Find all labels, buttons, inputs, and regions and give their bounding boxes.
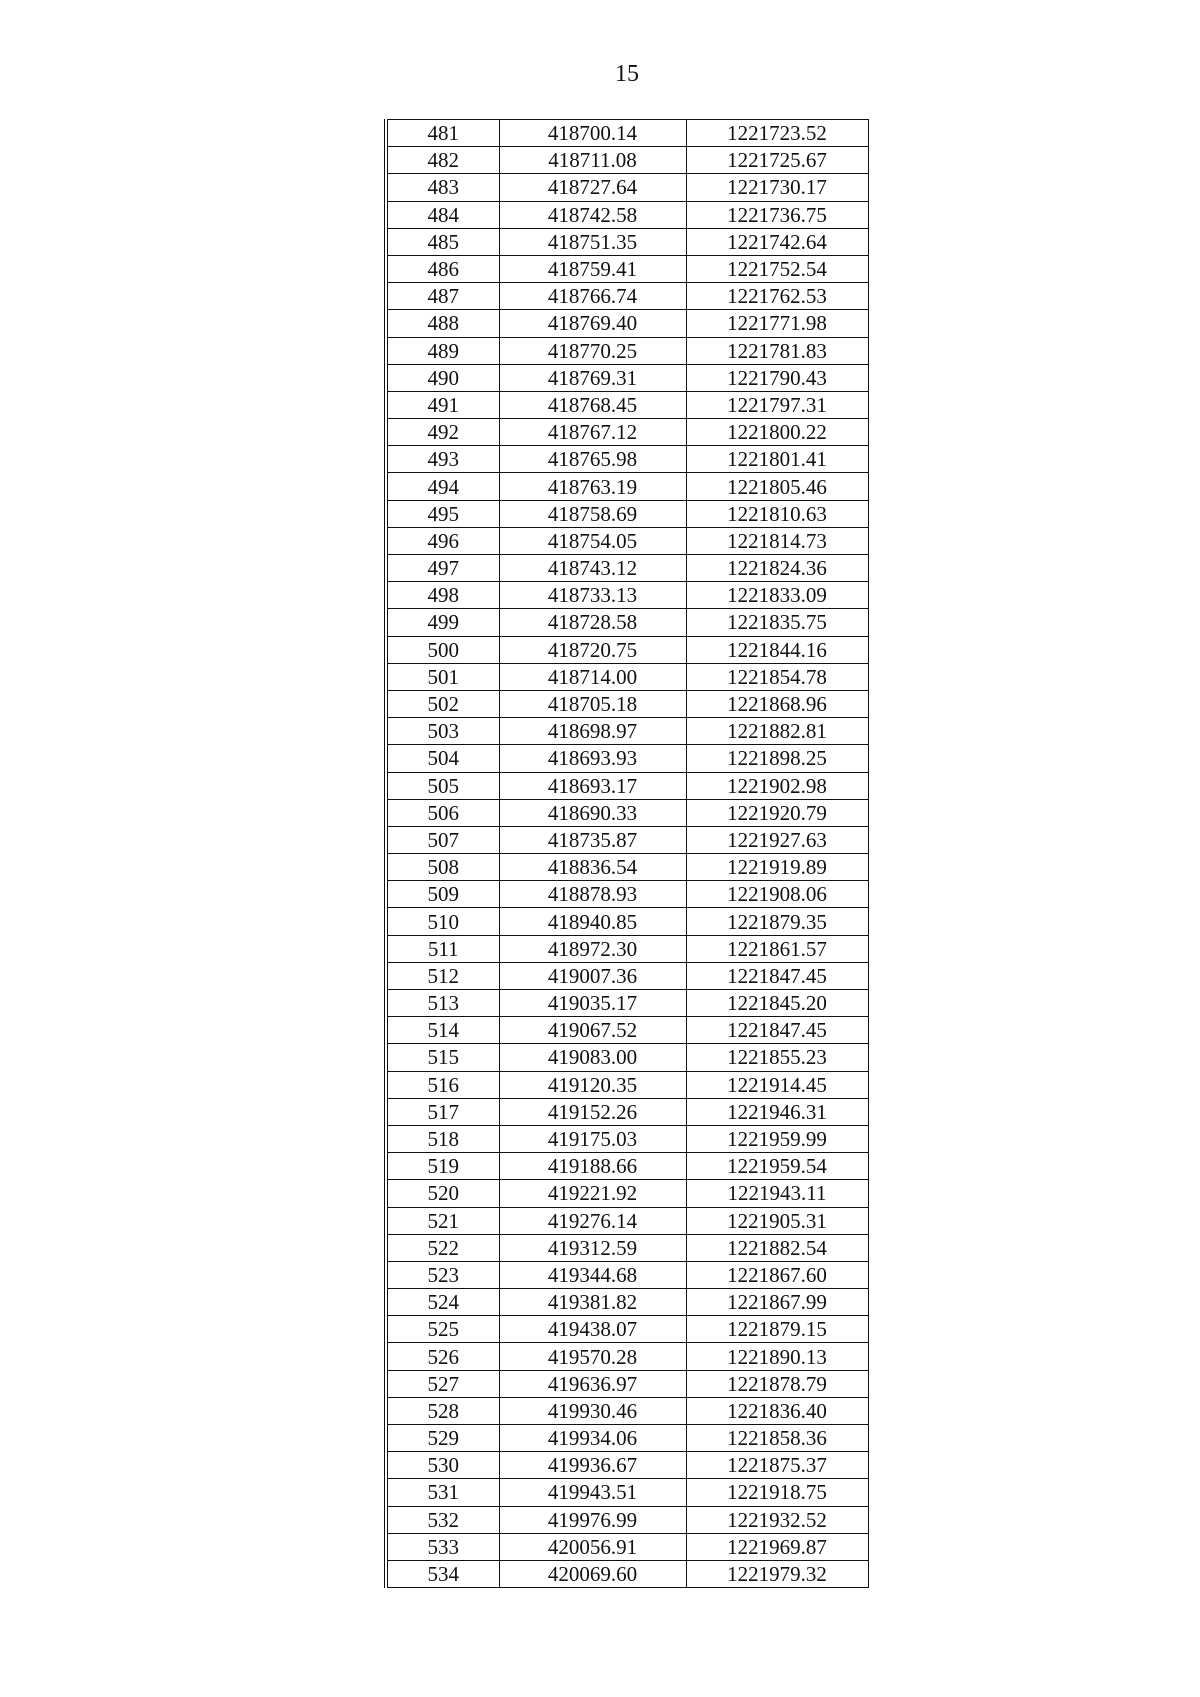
x-coordinate-cell: 419276.14 bbox=[499, 1207, 686, 1234]
point-number-cell: 486 bbox=[386, 255, 499, 282]
x-coordinate-cell: 418878.93 bbox=[499, 881, 686, 908]
table-row bbox=[386, 446, 868, 473]
y-coordinate-cell: 1221918.75 bbox=[686, 1479, 868, 1506]
y-coordinate-cell: 1221810.63 bbox=[686, 500, 868, 527]
point-number-cell: 519 bbox=[386, 1153, 499, 1180]
table-row bbox=[386, 1506, 868, 1533]
table-row bbox=[386, 419, 868, 446]
table-row bbox=[386, 473, 868, 500]
table-row bbox=[386, 147, 868, 174]
x-coordinate-cell: 418700.14 bbox=[499, 120, 686, 147]
x-coordinate-cell: 418693.17 bbox=[499, 772, 686, 799]
table-row bbox=[386, 364, 868, 391]
y-coordinate-cell: 1221882.81 bbox=[686, 718, 868, 745]
y-coordinate-cell: 1221781.83 bbox=[686, 337, 868, 364]
x-coordinate-cell: 418751.35 bbox=[499, 228, 686, 255]
table-row bbox=[386, 1452, 868, 1479]
point-number-cell: 501 bbox=[386, 663, 499, 690]
point-number-cell: 529 bbox=[386, 1425, 499, 1452]
point-number-cell: 522 bbox=[386, 1234, 499, 1261]
table-row bbox=[386, 1261, 868, 1288]
y-coordinate-cell: 1221861.57 bbox=[686, 935, 868, 962]
x-coordinate-cell: 418714.00 bbox=[499, 663, 686, 690]
y-coordinate-cell: 1221801.41 bbox=[686, 446, 868, 473]
point-number-cell: 512 bbox=[386, 962, 499, 989]
y-coordinate-cell: 1221867.99 bbox=[686, 1289, 868, 1316]
x-coordinate-cell: 418769.40 bbox=[499, 310, 686, 337]
x-coordinate-cell: 418693.93 bbox=[499, 745, 686, 772]
y-coordinate-cell: 1221868.96 bbox=[686, 690, 868, 717]
x-coordinate-cell: 418759.41 bbox=[499, 255, 686, 282]
point-number-cell: 494 bbox=[386, 473, 499, 500]
y-coordinate-cell: 1221878.79 bbox=[686, 1370, 868, 1397]
point-number-cell: 489 bbox=[386, 337, 499, 364]
y-coordinate-cell: 1221762.53 bbox=[686, 283, 868, 310]
point-number-cell: 523 bbox=[386, 1261, 499, 1288]
table-row bbox=[386, 255, 868, 282]
table-row bbox=[386, 1071, 868, 1098]
point-number-cell: 488 bbox=[386, 310, 499, 337]
x-coordinate-cell: 418836.54 bbox=[499, 854, 686, 881]
x-coordinate-cell: 419943.51 bbox=[499, 1479, 686, 1506]
point-number-cell: 504 bbox=[386, 745, 499, 772]
point-number-cell: 515 bbox=[386, 1044, 499, 1071]
point-number-cell: 505 bbox=[386, 772, 499, 799]
point-number-cell: 490 bbox=[386, 364, 499, 391]
table-row bbox=[386, 799, 868, 826]
point-number-cell: 502 bbox=[386, 690, 499, 717]
point-number-cell: 495 bbox=[386, 500, 499, 527]
y-coordinate-cell: 1221879.35 bbox=[686, 908, 868, 935]
y-coordinate-cell: 1221855.23 bbox=[686, 1044, 868, 1071]
point-number-cell: 492 bbox=[386, 419, 499, 446]
y-coordinate-cell: 1221932.52 bbox=[686, 1506, 868, 1533]
y-coordinate-cell: 1221898.25 bbox=[686, 745, 868, 772]
y-coordinate-cell: 1221797.31 bbox=[686, 391, 868, 418]
point-number-cell: 520 bbox=[386, 1180, 499, 1207]
table-row bbox=[386, 690, 868, 717]
x-coordinate-cell: 419120.35 bbox=[499, 1071, 686, 1098]
y-coordinate-cell: 1221959.99 bbox=[686, 1125, 868, 1152]
table-row bbox=[386, 1098, 868, 1125]
table-row bbox=[386, 1316, 868, 1343]
y-coordinate-cell: 1221847.45 bbox=[686, 962, 868, 989]
table-row bbox=[386, 337, 868, 364]
x-coordinate-cell: 418742.58 bbox=[499, 201, 686, 228]
x-coordinate-cell: 418733.13 bbox=[499, 582, 686, 609]
table-row bbox=[386, 1044, 868, 1071]
table-row bbox=[386, 962, 868, 989]
x-coordinate-cell: 419067.52 bbox=[499, 1017, 686, 1044]
table-row bbox=[386, 1207, 868, 1234]
y-coordinate-cell: 1221752.54 bbox=[686, 255, 868, 282]
y-coordinate-cell: 1221959.54 bbox=[686, 1153, 868, 1180]
y-coordinate-cell: 1221736.75 bbox=[686, 201, 868, 228]
y-coordinate-cell: 1221835.75 bbox=[686, 609, 868, 636]
x-coordinate-cell: 418735.87 bbox=[499, 826, 686, 853]
x-coordinate-cell: 419152.26 bbox=[499, 1098, 686, 1125]
x-coordinate-cell: 418758.69 bbox=[499, 500, 686, 527]
y-coordinate-cell: 1221908.06 bbox=[686, 881, 868, 908]
y-coordinate-cell: 1221833.09 bbox=[686, 582, 868, 609]
table-row bbox=[386, 391, 868, 418]
point-number-cell: 498 bbox=[386, 582, 499, 609]
point-number-cell: 533 bbox=[386, 1533, 499, 1560]
table-row bbox=[386, 1153, 868, 1180]
point-number-cell: 500 bbox=[386, 636, 499, 663]
y-coordinate-cell: 1221979.32 bbox=[727, 1562, 827, 1587]
y-coordinate-cell: 1221723.52 bbox=[686, 120, 868, 147]
table-row bbox=[386, 500, 868, 527]
x-coordinate-cell: 419188.66 bbox=[499, 1153, 686, 1180]
x-coordinate-cell: 418711.08 bbox=[499, 147, 686, 174]
point-number-cell: 511 bbox=[386, 935, 499, 962]
x-coordinate-cell: 418728.58 bbox=[499, 609, 686, 636]
point-number-cell: 527 bbox=[386, 1370, 499, 1397]
point-number-cell: 516 bbox=[386, 1071, 499, 1098]
y-coordinate-cell: 1221914.45 bbox=[686, 1071, 868, 1098]
x-coordinate-cell: 418770.25 bbox=[499, 337, 686, 364]
point-number-cell: 528 bbox=[386, 1397, 499, 1424]
table-row bbox=[386, 990, 868, 1017]
x-coordinate-cell: 418767.12 bbox=[499, 419, 686, 446]
table-row bbox=[386, 555, 868, 582]
table-row bbox=[386, 1180, 868, 1207]
x-coordinate-cell: 418698.97 bbox=[499, 718, 686, 745]
coordinates-table-body bbox=[386, 120, 868, 1588]
point-number-cell: 514 bbox=[386, 1017, 499, 1044]
x-coordinate-cell: 419438.07 bbox=[499, 1316, 686, 1343]
table-row bbox=[386, 1425, 868, 1452]
x-coordinate-cell: 418720.75 bbox=[499, 636, 686, 663]
table-row bbox=[386, 174, 868, 201]
y-coordinate-cell: 1221927.63 bbox=[686, 826, 868, 853]
y-coordinate-cell: 1221943.11 bbox=[686, 1180, 868, 1207]
x-coordinate-cell: 418754.05 bbox=[499, 527, 686, 554]
point-number-cell: 526 bbox=[386, 1343, 499, 1370]
y-coordinate-cell: 1221867.60 bbox=[686, 1261, 868, 1288]
x-coordinate-cell: 418940.85 bbox=[499, 908, 686, 935]
point-number-cell: 510 bbox=[386, 908, 499, 935]
table-row bbox=[386, 1343, 868, 1370]
point-number-cell: 532 bbox=[386, 1506, 499, 1533]
point-number-cell: 487 bbox=[386, 283, 499, 310]
point-number-cell: 493 bbox=[386, 446, 499, 473]
y-coordinate-cell: 1221845.20 bbox=[686, 990, 868, 1017]
x-coordinate-cell: 420056.91 bbox=[499, 1533, 686, 1560]
point-number-cell: 508 bbox=[386, 854, 499, 881]
table-row bbox=[386, 881, 868, 908]
table-row bbox=[386, 201, 868, 228]
table-row bbox=[386, 1397, 868, 1424]
table-row bbox=[386, 1479, 868, 1506]
table-row bbox=[386, 718, 868, 745]
table-row bbox=[386, 935, 868, 962]
y-coordinate-cell: 1221836.40 bbox=[686, 1397, 868, 1424]
table-row bbox=[386, 908, 868, 935]
y-coordinate-cell: 1221854.78 bbox=[686, 663, 868, 690]
x-coordinate-cell: 419221.92 bbox=[499, 1180, 686, 1207]
y-coordinate-cell: 1221946.31 bbox=[686, 1098, 868, 1125]
table-row bbox=[386, 663, 868, 690]
table-row bbox=[386, 582, 868, 609]
x-coordinate-cell: 419175.03 bbox=[499, 1125, 686, 1152]
table-row bbox=[386, 120, 868, 147]
point-number-cell: 524 bbox=[386, 1289, 499, 1316]
x-coordinate-cell: 418727.64 bbox=[499, 174, 686, 201]
point-number-cell: 491 bbox=[386, 391, 499, 418]
table-row bbox=[386, 772, 868, 799]
x-coordinate-cell: 419930.46 bbox=[499, 1397, 686, 1424]
point-number-cell: 521 bbox=[386, 1207, 499, 1234]
point-number-cell: 503 bbox=[386, 718, 499, 745]
y-coordinate-cell: 1221800.22 bbox=[686, 419, 868, 446]
table-row bbox=[386, 609, 868, 636]
y-coordinate-cell: 1221730.17 bbox=[686, 174, 868, 201]
table-row bbox=[386, 1017, 868, 1044]
x-coordinate-cell: 419636.97 bbox=[499, 1370, 686, 1397]
table-row bbox=[386, 1560, 868, 1587]
point-number-cell: 530 bbox=[386, 1452, 499, 1479]
point-number-cell: 507 bbox=[386, 826, 499, 853]
x-coordinate-cell: 418769.31 bbox=[499, 364, 686, 391]
y-coordinate-cell: 1221879.15 bbox=[686, 1316, 868, 1343]
point-number-cell: 517 bbox=[386, 1098, 499, 1125]
x-coordinate-cell: 418766.74 bbox=[499, 283, 686, 310]
point-number-cell: 499 bbox=[386, 609, 499, 636]
point-number-cell: 481 bbox=[386, 120, 499, 147]
y-coordinate-cell: 1221725.67 bbox=[686, 147, 868, 174]
y-coordinate-cell: 1221814.73 bbox=[686, 527, 868, 554]
table-row bbox=[386, 1533, 868, 1560]
y-coordinate-cell: 1221847.45 bbox=[686, 1017, 868, 1044]
point-number-cell: 513 bbox=[386, 990, 499, 1017]
point-number-cell: 509 bbox=[386, 881, 499, 908]
x-coordinate-cell: 418690.33 bbox=[499, 799, 686, 826]
y-coordinate-cell: 1221882.54 bbox=[686, 1234, 868, 1261]
point-number-cell: 525 bbox=[386, 1316, 499, 1343]
x-coordinate-cell: 418972.30 bbox=[499, 935, 686, 962]
y-coordinate-cell: 1221771.98 bbox=[686, 310, 868, 337]
point-number-cell: 482 bbox=[386, 147, 499, 174]
point-number-cell: 531 bbox=[386, 1479, 499, 1506]
y-coordinate-cell: 1221919.89 bbox=[686, 854, 868, 881]
table-row bbox=[386, 854, 868, 881]
y-coordinate-cell: 1221875.37 bbox=[686, 1452, 868, 1479]
table-row bbox=[386, 745, 868, 772]
table-row bbox=[386, 1289, 868, 1316]
x-coordinate-cell: 419976.99 bbox=[499, 1506, 686, 1533]
y-coordinate-cell: 1221920.79 bbox=[686, 799, 868, 826]
x-coordinate-cell: 419312.59 bbox=[499, 1234, 686, 1261]
y-coordinate-cell: 1221902.98 bbox=[686, 772, 868, 799]
x-coordinate-cell: 419083.00 bbox=[499, 1044, 686, 1071]
point-number-cell: 483 bbox=[386, 174, 499, 201]
x-coordinate-cell: 418763.19 bbox=[499, 473, 686, 500]
table-row bbox=[386, 826, 868, 853]
x-coordinate-cell: 419934.06 bbox=[499, 1425, 686, 1452]
table-row bbox=[386, 636, 868, 663]
table-row bbox=[386, 1234, 868, 1261]
y-coordinate-cell: 1221858.36 bbox=[686, 1425, 868, 1452]
x-coordinate-cell: 419570.28 bbox=[499, 1343, 686, 1370]
y-coordinate-cell: 1221805.46 bbox=[686, 473, 868, 500]
table-row bbox=[386, 1125, 868, 1152]
x-coordinate-cell: 419035.17 bbox=[499, 990, 686, 1017]
point-number-cell: 534 bbox=[386, 1560, 499, 1587]
x-coordinate-cell: 419007.36 bbox=[499, 962, 686, 989]
x-coordinate-cell: 418765.98 bbox=[499, 446, 686, 473]
y-coordinate-cell: 1221824.36 bbox=[686, 555, 868, 582]
table-row bbox=[386, 228, 868, 255]
coordinates-table bbox=[384, 119, 869, 1588]
x-coordinate-cell: 420069.60 bbox=[499, 1560, 686, 1587]
x-coordinate-cell: 418768.45 bbox=[499, 391, 686, 418]
x-coordinate-cell: 418743.12 bbox=[499, 555, 686, 582]
table-row bbox=[386, 310, 868, 337]
y-coordinate-cell: 1221969.87 bbox=[686, 1533, 868, 1560]
point-number-cell: 497 bbox=[386, 555, 499, 582]
y-coordinate-cell: 1221844.16 bbox=[686, 636, 868, 663]
point-number-cell: 506 bbox=[386, 799, 499, 826]
point-number-cell: 484 bbox=[386, 201, 499, 228]
y-coordinate-cell: 1221905.31 bbox=[686, 1207, 868, 1234]
point-number-cell: 496 bbox=[386, 527, 499, 554]
point-number-cell: 485 bbox=[386, 228, 499, 255]
x-coordinate-cell: 419936.67 bbox=[499, 1452, 686, 1479]
y-coordinate-cell: 1221790.43 bbox=[686, 364, 868, 391]
table-row bbox=[386, 1370, 868, 1397]
y-coordinate-cell: 1221742.64 bbox=[686, 228, 868, 255]
table-row bbox=[386, 283, 868, 310]
x-coordinate-cell: 419381.82 bbox=[499, 1289, 686, 1316]
table-row bbox=[386, 527, 868, 554]
y-coordinate-cell: 1221890.13 bbox=[686, 1343, 868, 1370]
point-number-cell: 518 bbox=[386, 1125, 499, 1152]
page-number: 15 bbox=[615, 61, 639, 87]
x-coordinate-cell: 419344.68 bbox=[499, 1261, 686, 1288]
x-coordinate-cell: 418705.18 bbox=[499, 690, 686, 717]
